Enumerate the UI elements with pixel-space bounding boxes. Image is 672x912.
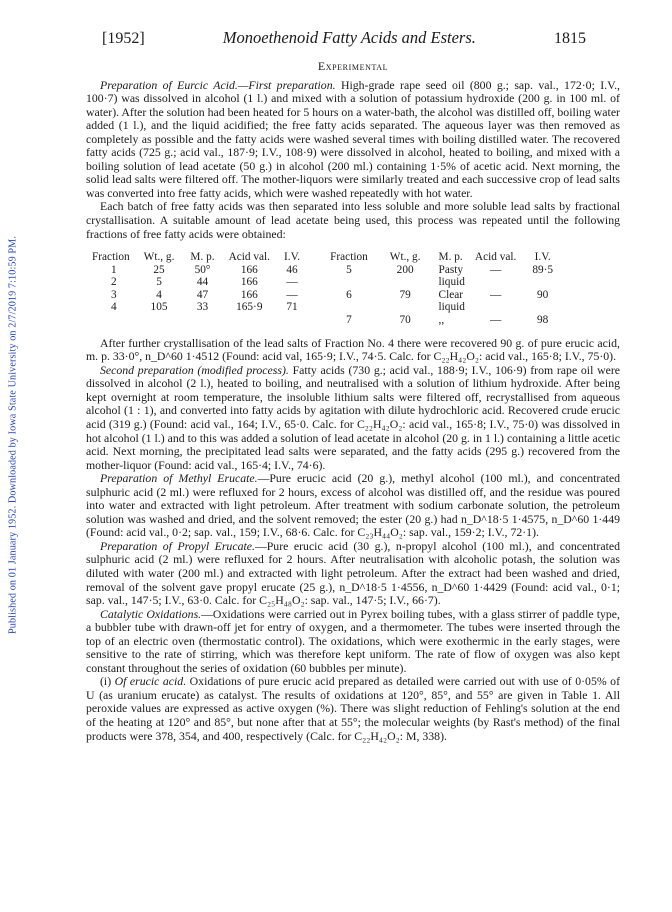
table-cell: 5 — [156, 276, 162, 289]
run-in-heading: Catalytic Oxidations. — [100, 606, 202, 621]
header-title: Monoethenoid Fatty Acids and Esters. — [222, 28, 476, 47]
table-cell: — — [286, 288, 298, 301]
paragraph-pure-erucic: After further crystallisation of the lead salts of Fraction No. 4 there were recovered 90 g. of pure erucic acid, m. p. 33·0°, n_D^60 1·4512 (Found: acid val, 165·9; I.V., 74·5. Calc. for C₂₂H₄₂O₂: acid val., 165·8; I.V., 75·0). — [86, 335, 620, 364]
col-header: Wt., g. — [389, 251, 421, 264]
table-row — [88, 264, 557, 277]
page-number: 1815 — [554, 30, 586, 47]
table-cell: 50° — [194, 263, 211, 276]
table-cell: 90 — [537, 288, 549, 301]
table-cell: ,, — [438, 314, 445, 327]
table-cell: liquid — [438, 276, 465, 289]
table-cell — [372, 276, 425, 289]
paragraph-catalytic-oxidations — [86, 608, 620, 676]
table-cell — [274, 314, 326, 327]
table-cell: 70 — [399, 314, 411, 327]
table-cell: 6 — [346, 288, 352, 301]
col-header: M. p. — [438, 251, 463, 264]
table-cell: — — [489, 314, 502, 327]
table-cell: 166 — [240, 288, 258, 301]
paragraph-first-preparation — [86, 79, 620, 201]
col-header: M. p. — [190, 251, 215, 264]
table-cell: 33 — [196, 301, 209, 314]
col-header: Acid val. — [474, 251, 517, 264]
table-cell: 4 — [156, 288, 162, 301]
download-notice: Published on 01 January 1952. Downloaded by Iowa State University on 2/7/2019 7:10:59 PM. — [7, 236, 19, 634]
table-cell — [326, 301, 372, 314]
table-cell — [520, 276, 557, 289]
table-cell: 1 — [111, 263, 117, 276]
table-cell: liquid — [438, 301, 465, 314]
col-header: Wt., g. — [143, 251, 175, 264]
download-notice-margin — [6, 90, 20, 780]
table-cell: 165·9 — [236, 301, 263, 314]
table-cell: 71 — [286, 301, 298, 314]
paragraph-text: Oxidations of pure erucic acid prepared as detailed were carried out with use of 0·05% of U (as uranium erucate) as catalyst. The results of oxidations at 120°, 85°, and 55° are given in Table 1. All peroxide values are expressed as active oxygen (%). There was slight reduction of Fehling's solution at the end of the heating at 120° and 85°, but none after that at 55°; the molecular weights (by Rast's method) of the final products were 378, 354, and 400, respectively (Calc. for C₂₂H₄₂O₂: M, 338). — [86, 674, 620, 743]
table-cell: — — [489, 263, 502, 276]
table-cell: 3 — [111, 288, 117, 301]
table-cell: 25 — [153, 263, 165, 276]
run-in-heading: Preparation of Methyl Erucate. — [100, 471, 258, 486]
table-cell — [469, 301, 520, 314]
paragraph-text: Fatty acids (730 g.; acid val., 188·9; I.V., 106·9) from rape oil were dissolved in alcohol (2 l.), heated to boiling, and neutralised with a solution of lithium hydroxide. After being kept overnight at room temperature, the insoluble lithium salts were filtered off, recrystallised from aqueous alcohol (1 : 1), and converted into fatty acids by agitation with dilute hydrochloric acid. Recovered crude erucic acid (319 g.) (Found: acid val., 164; I.V., 65·0. Calc. for C₂₂H₄₂O₂: acid val., 165·8; I.V., 75·0) was dissolved in hot alcohol (1 l.) and to this was added a solution of lead acetate in alcohol (20 g. in 1 l.) containing a little acetic acid. Next morning, the precipitated lead salts were separated, and the fatty acids (295 g.) recovered from the mother-liquor (Found: acid val., 165·4; I.V., 74·6). — [86, 362, 620, 472]
col-header: Acid val. — [228, 251, 270, 264]
table-cell: 2 — [111, 276, 117, 289]
run-in-heading: Preparation of Propyl Erucate. — [100, 538, 255, 553]
table-cell — [140, 314, 179, 327]
table-cell: 46 — [286, 263, 298, 276]
paragraph-second-preparation — [86, 364, 620, 472]
table-cell — [178, 314, 218, 327]
table-row — [88, 314, 557, 327]
table-cell: 4 — [111, 301, 117, 314]
article-body — [86, 60, 620, 743]
table-row — [88, 301, 557, 314]
paragraph-text: High-grade rape seed oil (800 g.; sap. val., 172·0; I.V., 100·7) was dissolved in alcohol (1 l.) and mixed with a solution of potassium hydroxide (200 g. in 100 ml. of water). After the solution had been heated for 5 hours on a water-bath, the alcohol was distilled off, boiling water added (1 l.), and the liquid acidified; the free fatty acids separated. The aqueous layer was then removed as completely as possible and the fatty acids were washed several times with boiling distilled water. The recovered fatty acids (725 g.; acid val., 187·9; I.V., 108·9) were dissolved in alcohol, heated to boiling, and mixed with a boiling solution of lead acetate (50 g.) in alcohol (200 ml.) containing 1·5% of acetic acid. Next morning, the solid lead salts were filtered off. The mother-liquors were similarly treated and each successive crop of lead salts was converted into free fatty acids, which were washed repeatedly with hot water. — [86, 77, 620, 200]
table-cell: 79 — [399, 288, 411, 301]
run-in-heading: Of erucic acid. — [114, 674, 187, 689]
table-cell: 89·5 — [532, 263, 554, 276]
table-cell — [372, 301, 425, 314]
table-cell: 44 — [196, 276, 209, 289]
table-cell: — — [489, 288, 502, 301]
table-row — [88, 276, 557, 289]
table-cell: 98 — [537, 314, 549, 327]
paragraph-oxidation-erucic — [86, 675, 620, 743]
header-year: [1952] — [102, 30, 145, 47]
section-heading: Experimental — [317, 59, 389, 73]
table-cell: 166 — [240, 276, 258, 289]
paragraph-propyl-erucate — [86, 540, 620, 608]
col-header: Fraction — [330, 251, 368, 264]
table-cell: 166 — [240, 263, 258, 276]
run-in-heading: Second preparation (modified process). — [100, 362, 289, 377]
col-header: Fraction — [92, 251, 130, 264]
table-cell: 105 — [150, 301, 168, 314]
col-header: I.V. — [284, 251, 301, 264]
paragraph-text: —Oxidations were carried out in Pyrex boiling tubes, with a glass stirrer of paddle type, a bubbler tube with drawn-off jet for entry of oxygen, and a thermometer. The tubes were inserted through the top of an electric oven (thermostatic control). The oxidations, which were exothermic in the early stages, were sensitive to the rate of stirring, which was therefore kept uniform. The rate of flow of oxygen was also kept constant throughout the series of oxidation (60 bubbles per minute). — [86, 606, 620, 675]
table-cell: 7 — [346, 314, 352, 327]
table-cell: Clear — [438, 288, 463, 301]
table-cell — [520, 301, 557, 314]
paragraph-text: —Pure erucic acid (30 g.), n-propyl alcohol (100 ml.), and concentrated sulphuric acid (2 ml.) were refluxed for 2 hours. After neutralisation with alcoholic potash, the solution was diluted with water (200 ml.) and extracted with light petroleum. After the extract had been washed and dried, removal of the solvent gave propyl erucate (25 g.), n_D^18·5 1·4556, n_D^60 1·4429 (Found: acid val., 0·1; sap. val., 147·5; I.V., 63·0. Calc. for C₂₅H₄₈O₂: sap. val., 147·5; I.V., 66·7). — [86, 538, 620, 608]
table-cell — [326, 276, 372, 289]
table-header-row — [88, 251, 557, 264]
table-cell — [219, 314, 274, 327]
table-cell — [469, 276, 520, 289]
run-in-heading: Preparation of Eurcic Acid.—First preparation. — [100, 77, 336, 92]
table-cell: Pasty — [438, 263, 464, 276]
table-cell: 47 — [196, 288, 209, 301]
table-cell: — — [286, 276, 298, 289]
table-cell: 5 — [346, 263, 352, 276]
paragraph-methyl-erucate — [86, 472, 620, 540]
table-row — [88, 289, 557, 302]
col-header: I.V. — [534, 251, 551, 264]
table-cell: 200 — [396, 263, 414, 276]
running-header — [102, 28, 586, 50]
paragraph-fractionation: Each batch of free fatty acids was then separated into less soluble and more soluble lead salts by fractional crystallisation. A suitable amount of lead acetate being used, this process was repeated until the following fractions of free fatty acids were obtained: — [86, 199, 620, 241]
item-number: (i) — [100, 674, 112, 689]
fractions-table — [88, 251, 557, 327]
table-cell — [88, 314, 140, 327]
paragraph-text: —Pure erucic acid (20 g.), methyl alcohol (100 ml.), and concentrated sulphuric acid (2 ml.) were refluxed for 2 hours, excess of alcohol was distilled off, and the residue was poured into water and extracted with light petroleum. After treatment with sodium carbonate solution, the petroleum solution was washed and dried, and the solvent removed; the ester (20 g.) had n_D^18·5 1·4575, n_D^60 1·449 (Found: acid val., 0·2; sap. val., 159; I.V., 68·6. Calc. for C₂₃H₄₄O₂: sap. val., 159·2; I.V., 72·1). — [86, 471, 620, 540]
